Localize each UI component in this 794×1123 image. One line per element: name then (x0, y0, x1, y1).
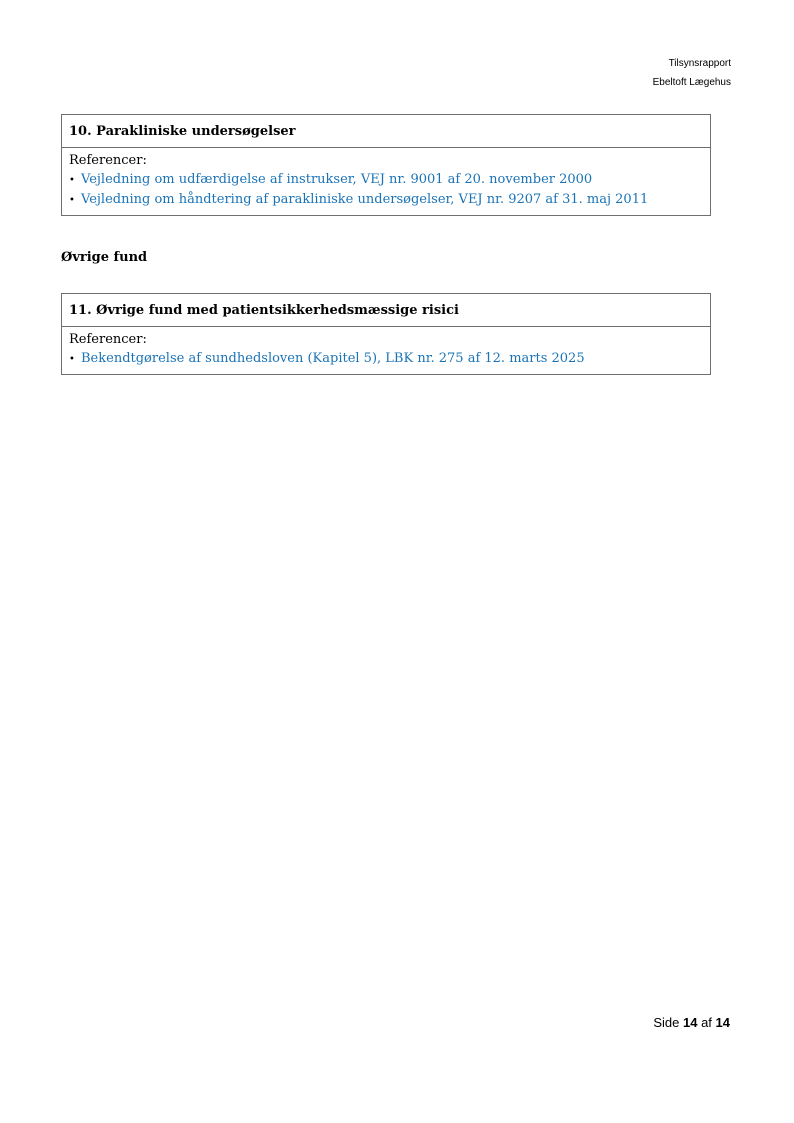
list-item (69, 349, 703, 369)
reference-link[interactable]: Vejledning om udfærdigelse af instrukser, VEJ nr. 9001 af 20. november 2000 (81, 172, 593, 187)
total-page-count: 14 (715, 1015, 730, 1030)
section-10-title: 10. Parakliniske undersøgelser (62, 115, 710, 148)
reference-link[interactable]: Bekendtgørelse af sundhedsloven (Kapitel 5), LBK nr. 275 af 12. marts 2025 (81, 351, 585, 366)
bullet-icon: • (69, 354, 75, 365)
section-11-title: 11. Øvrige fund med patientsikkerhedsmæssige risici (62, 294, 710, 327)
reference-list (69, 170, 703, 210)
clinic-name: Ebeltoft Lægehus (652, 77, 731, 88)
page-header (653, 54, 731, 92)
section-11-box (61, 293, 711, 375)
reference-list (69, 349, 703, 369)
page-footer (653, 1015, 730, 1030)
list-item (69, 190, 703, 210)
page-of: af (701, 1015, 712, 1030)
references-label: Referencer: (69, 332, 147, 347)
other-findings-heading: Øvrige fund (61, 250, 148, 265)
reference-link[interactable]: Vejledning om håndtering af parakliniske undersøgelser, VEJ nr. 9207 af 31. maj 2011 (81, 192, 649, 207)
current-page-number: 14 (682, 1015, 698, 1030)
page-prefix: Side (653, 1015, 680, 1030)
section-10-box (61, 114, 711, 216)
bullet-icon: • (69, 195, 75, 206)
references-label: Referencer: (69, 153, 147, 168)
section-10-body (62, 148, 710, 215)
report-title: Tilsynsrapport (668, 58, 731, 69)
bullet-icon: • (69, 175, 75, 186)
section-11-body (62, 327, 710, 374)
list-item (69, 170, 703, 190)
